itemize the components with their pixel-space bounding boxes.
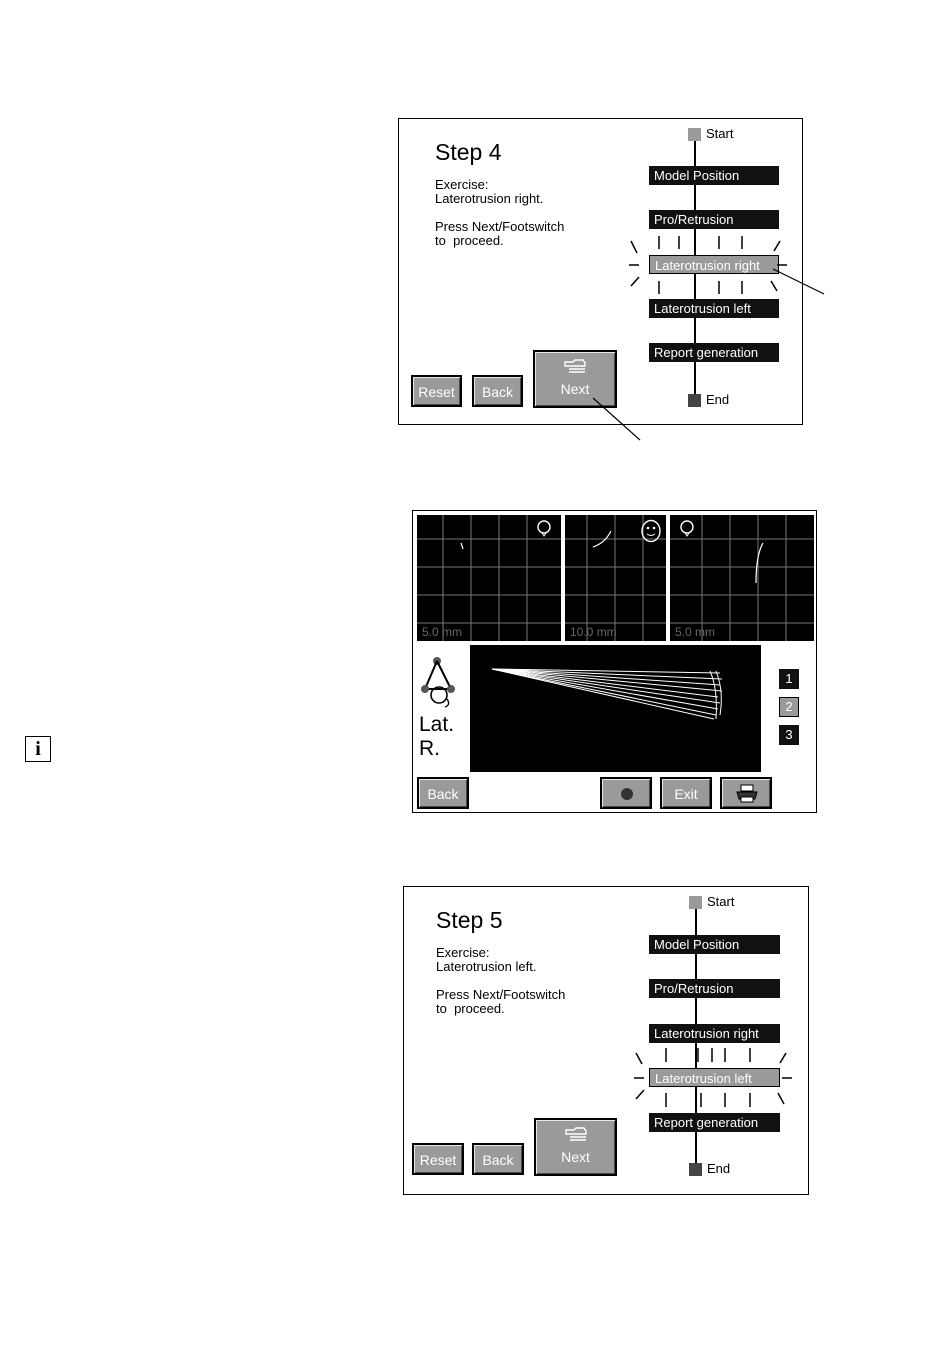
back-button-label: Back: [482, 1152, 514, 1168]
record-icon: [621, 788, 633, 800]
flow-step-laterotrusion-right: Laterotrusion right: [649, 255, 779, 274]
active-step-highlight-rays: [399, 119, 804, 426]
exercise-value: Laterotrusion right.: [435, 191, 544, 206]
exit-button[interactable]: [660, 777, 712, 809]
flow-step-laterotrusion-left: Laterotrusion left: [649, 299, 779, 318]
face-front-icon: [640, 519, 662, 543]
reset-button-label: Reset: [418, 384, 455, 400]
exercise-value: Laterotrusion left.: [436, 959, 537, 974]
instruction-line-1: Press Next/Footswitch: [435, 219, 565, 234]
instruction-line-2: to proceed.: [435, 233, 504, 248]
scale-label: 10.0 mm: [570, 625, 617, 639]
end-label: End: [706, 392, 730, 407]
info-icon: i: [25, 736, 51, 762]
flow-step-pro-retrusion: Pro/Retrusion: [649, 979, 780, 998]
flow-step-laterotrusion-right: Laterotrusion right: [649, 1024, 780, 1043]
start-label: Start: [706, 126, 734, 141]
view-frontal: [565, 515, 666, 641]
step-title: Step 5: [436, 907, 503, 933]
articulator-icon: [417, 655, 463, 713]
flow-step-model-position: Model Position: [649, 935, 780, 954]
exercise-label: Exercise:: [435, 177, 489, 192]
view-sagittal-right: [417, 515, 561, 641]
head-top-icon: [535, 519, 553, 537]
print-button[interactable]: [720, 777, 772, 809]
flow-step-model-position: Model Position: [649, 166, 779, 185]
back-button[interactable]: [417, 777, 469, 809]
mode-label-line-2: R.: [419, 737, 440, 760]
start-label: Start: [707, 894, 735, 909]
back-button-label: Back: [427, 786, 459, 802]
step-title: Step 4: [435, 139, 502, 165]
next-button-label: Next: [560, 381, 590, 397]
instruction-line-1: Press Next/Footswitch: [436, 987, 566, 1002]
step5-screen: [403, 886, 809, 1195]
printer-icon: [735, 784, 759, 804]
trace-selector-2[interactable]: 2: [779, 697, 799, 717]
trace-plot: [470, 645, 761, 772]
head-top-icon: [678, 519, 696, 537]
instruction-line-2: to proceed.: [436, 1001, 505, 1016]
exit-button-label: Exit: [674, 786, 698, 802]
flow-step-pro-retrusion: Pro/Retrusion: [649, 210, 779, 229]
flow-step-report-generation: Report generation: [649, 343, 779, 362]
trace-selector-3[interactable]: 3: [779, 725, 799, 745]
end-label: End: [707, 1161, 731, 1176]
exercise-label: Exercise:: [436, 945, 490, 960]
flow-step-report-generation: Report generation: [649, 1113, 780, 1132]
next-button-label: Next: [561, 1149, 590, 1165]
reset-button-label: Reset: [419, 1152, 457, 1168]
back-button-label: Back: [481, 384, 514, 400]
trace-selector-1[interactable]: 1: [779, 669, 799, 689]
measurement-screen: [412, 510, 817, 813]
record-button[interactable]: [600, 777, 652, 809]
trace-lines: [470, 645, 761, 772]
scale-label: 5.0 mm: [422, 625, 463, 639]
mode-label-line-1: Lat.: [419, 713, 455, 736]
active-step-highlight-rays: [404, 887, 810, 1196]
view-sagittal-left: [670, 515, 814, 641]
flow-step-laterotrusion-left: Laterotrusion left: [649, 1068, 780, 1087]
scale-label: 5.0 mm: [675, 625, 716, 639]
step4-screen: [398, 118, 803, 425]
